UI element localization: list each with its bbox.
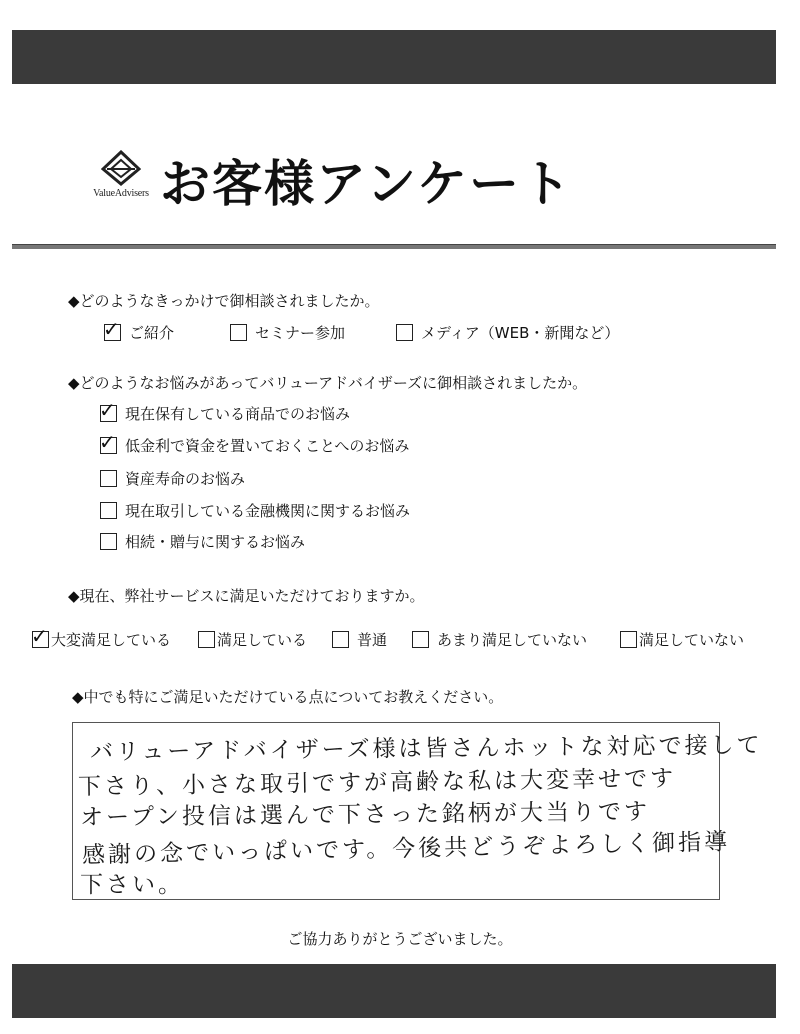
logo-text: ValueAdvisers xyxy=(93,188,149,199)
q3-option-neutral[interactable] xyxy=(332,629,387,650)
checkbox[interactable] xyxy=(620,631,637,648)
q3-option-not-very-satisfied[interactable] xyxy=(412,629,587,650)
option-label: 相続・贈与に関するお悩み xyxy=(125,533,306,551)
question-2: ◆どのようなお悩みがあってバリューアドバイザーズに御相談されましたか。 xyxy=(68,374,588,392)
thanks-message: ご協力ありがとうございました。 xyxy=(287,930,513,948)
q1-option-media[interactable] xyxy=(396,322,619,343)
handwritten-line: バリューアドバイザーズ様は皆さんホットな対応で接して xyxy=(89,732,763,766)
checkbox[interactable] xyxy=(198,631,215,648)
check-mark-icon: ✓ xyxy=(99,398,116,422)
handwritten-line: オープン投信は選んで下さった銘柄が大当りです xyxy=(79,799,651,831)
diamond-logo-icon xyxy=(101,150,141,186)
checkbox[interactable] xyxy=(332,631,349,648)
option-label: メディア（WEB・新聞など） xyxy=(421,324,620,342)
q3-option-satisfied[interactable] xyxy=(198,629,307,650)
question-4: ◆中でも特にご満足いただけている点についてお教えください。 xyxy=(72,688,504,706)
checkbox[interactable] xyxy=(230,324,247,341)
q3-option-not-satisfied[interactable] xyxy=(620,629,744,650)
q2-option-current-products[interactable] xyxy=(99,398,351,424)
checkbox[interactable] xyxy=(100,533,117,550)
company-logo xyxy=(86,150,156,199)
q1-option-seminar[interactable] xyxy=(230,322,345,343)
footer-band xyxy=(12,964,776,1018)
q1-option-referral[interactable] xyxy=(103,317,175,343)
option-label: 資産寿命のお悩み xyxy=(125,470,246,488)
check-mark-icon: ✓ xyxy=(103,317,120,341)
checkbox[interactable] xyxy=(103,317,121,341)
check-mark-icon: ✓ xyxy=(31,624,48,648)
option-label: 大変満足している xyxy=(51,631,172,649)
handwritten-line: 感謝の念でいっぱいです。今後共どうぞよろしく御指導 xyxy=(81,829,731,869)
checkbox[interactable] xyxy=(412,631,429,648)
checkbox[interactable] xyxy=(31,624,49,648)
option-label: 現在取引している金融機関に関するお悩み xyxy=(125,502,411,520)
handwritten-line: 下さり、小さな取引ですが高齢な私は大変幸せです xyxy=(77,765,677,801)
checkbox[interactable] xyxy=(99,398,117,422)
checkbox[interactable] xyxy=(99,430,117,454)
option-label: 満足している xyxy=(217,631,308,649)
option-label: セミナー参加 xyxy=(255,324,346,342)
q3-option-very-satisfied[interactable] xyxy=(31,624,172,650)
handwritten-line: 下さい。 xyxy=(80,872,184,898)
q2-option-low-interest[interactable] xyxy=(99,430,410,456)
option-label: 低金利で資金を置いておくことへのお悩み xyxy=(125,437,410,455)
checkbox[interactable] xyxy=(100,502,117,519)
option-label: あまり満足していない xyxy=(437,631,588,649)
option-label: 普通 xyxy=(357,631,388,649)
option-label: 現在保有している商品でのお悩み xyxy=(125,405,351,423)
header-band xyxy=(12,30,776,84)
checkbox[interactable] xyxy=(100,470,117,487)
option-label: ご紹介 xyxy=(129,324,175,342)
checkbox[interactable] xyxy=(396,324,413,341)
check-mark-icon: ✓ xyxy=(99,430,116,454)
q2-option-inheritance[interactable] xyxy=(100,531,305,552)
question-3: ◆現在、弊社サービスに満足いただけておりますか。 xyxy=(68,587,425,605)
option-label: 満足していない xyxy=(639,631,745,649)
q2-option-financial-institution[interactable] xyxy=(100,500,410,521)
question-1: ◆どのようなきっかけで御相談されましたか。 xyxy=(68,292,380,310)
q2-option-asset-longevity[interactable] xyxy=(100,468,245,489)
title-divider xyxy=(12,244,776,249)
page-title: お客様アンケート xyxy=(160,155,573,213)
